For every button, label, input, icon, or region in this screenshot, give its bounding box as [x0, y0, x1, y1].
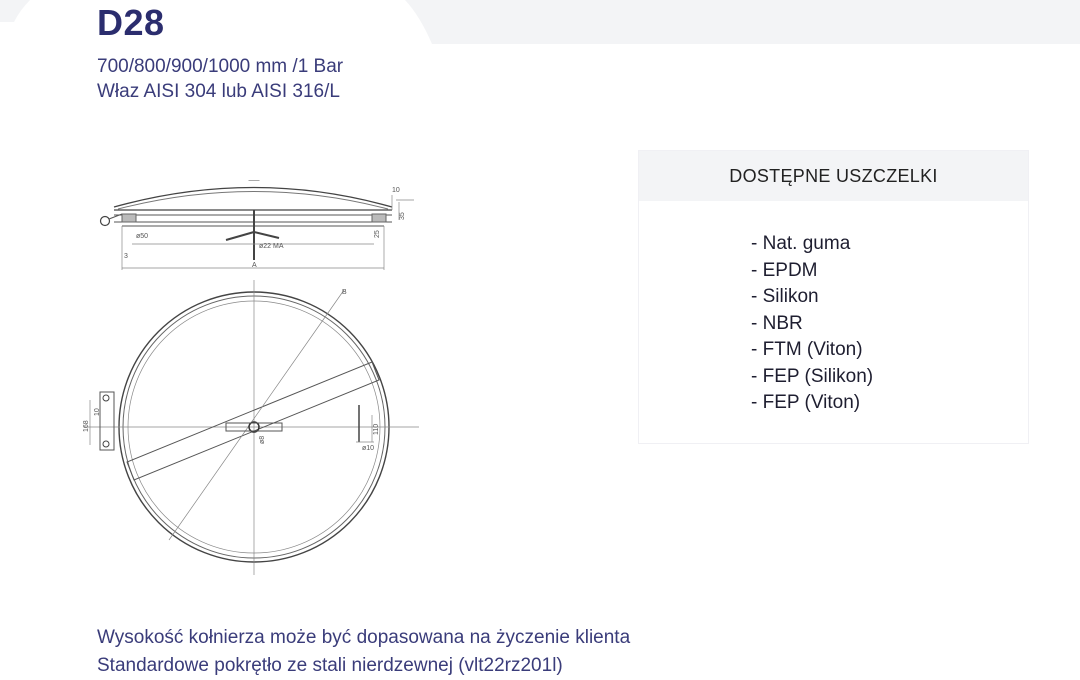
gasket-item: - NBR — [751, 311, 873, 338]
dim-label-22ma: ø22 MA — [259, 243, 284, 250]
note-flange-height: Wysokość kołnierza może być dopasowana na życzenie klienta — [97, 627, 631, 648]
dim-label-a: A — [252, 262, 257, 269]
gasket-panel-header: DOSTĘPNE USZCZELKI — [639, 151, 1028, 201]
dim-label-3: 3 — [124, 253, 128, 260]
dim-label-10: 10 — [392, 187, 400, 194]
gasket-list — [751, 231, 873, 417]
gasket-item: - Nat. guma — [751, 231, 873, 258]
dim-label-10-side: 10 — [94, 408, 101, 416]
top-view — [83, 280, 419, 575]
dim-label-168: 168 — [83, 420, 90, 432]
spec-line-material: Właz AISI 304 lub AISI 316/L — [97, 81, 340, 102]
product-specs — [97, 54, 343, 104]
dim-label-d10: ø10 — [362, 445, 375, 452]
dim-label-d8: ø8 — [259, 435, 266, 444]
dim-label-b: B — [342, 289, 347, 296]
dim-label-25: 25 — [374, 230, 381, 238]
gasket-item: - FEP (Silikon) — [751, 364, 873, 391]
product-title: D28 — [97, 2, 165, 43]
gasket-item: - FTM (Viton) — [751, 337, 873, 364]
technical-drawing — [74, 180, 424, 580]
dim-label-110: 110 — [373, 423, 380, 435]
dim-label-35: 35 — [399, 212, 406, 220]
gasket-item: - FEP (Viton) — [751, 390, 873, 417]
side-view — [101, 180, 415, 270]
gasket-item: - EPDM — [751, 258, 873, 285]
dim-label-50: ø50 — [136, 233, 149, 240]
gasket-item: - Silikon — [751, 284, 873, 311]
gasket-panel — [639, 151, 1028, 443]
note-standard-knob: Standardowe pokrętło ze stali nierdzewnej (vlt22rz201l) — [97, 655, 563, 676]
footer-notes — [97, 624, 630, 680]
spec-line-size: 700/800/900/1000 mm /1 Bar — [97, 56, 344, 77]
